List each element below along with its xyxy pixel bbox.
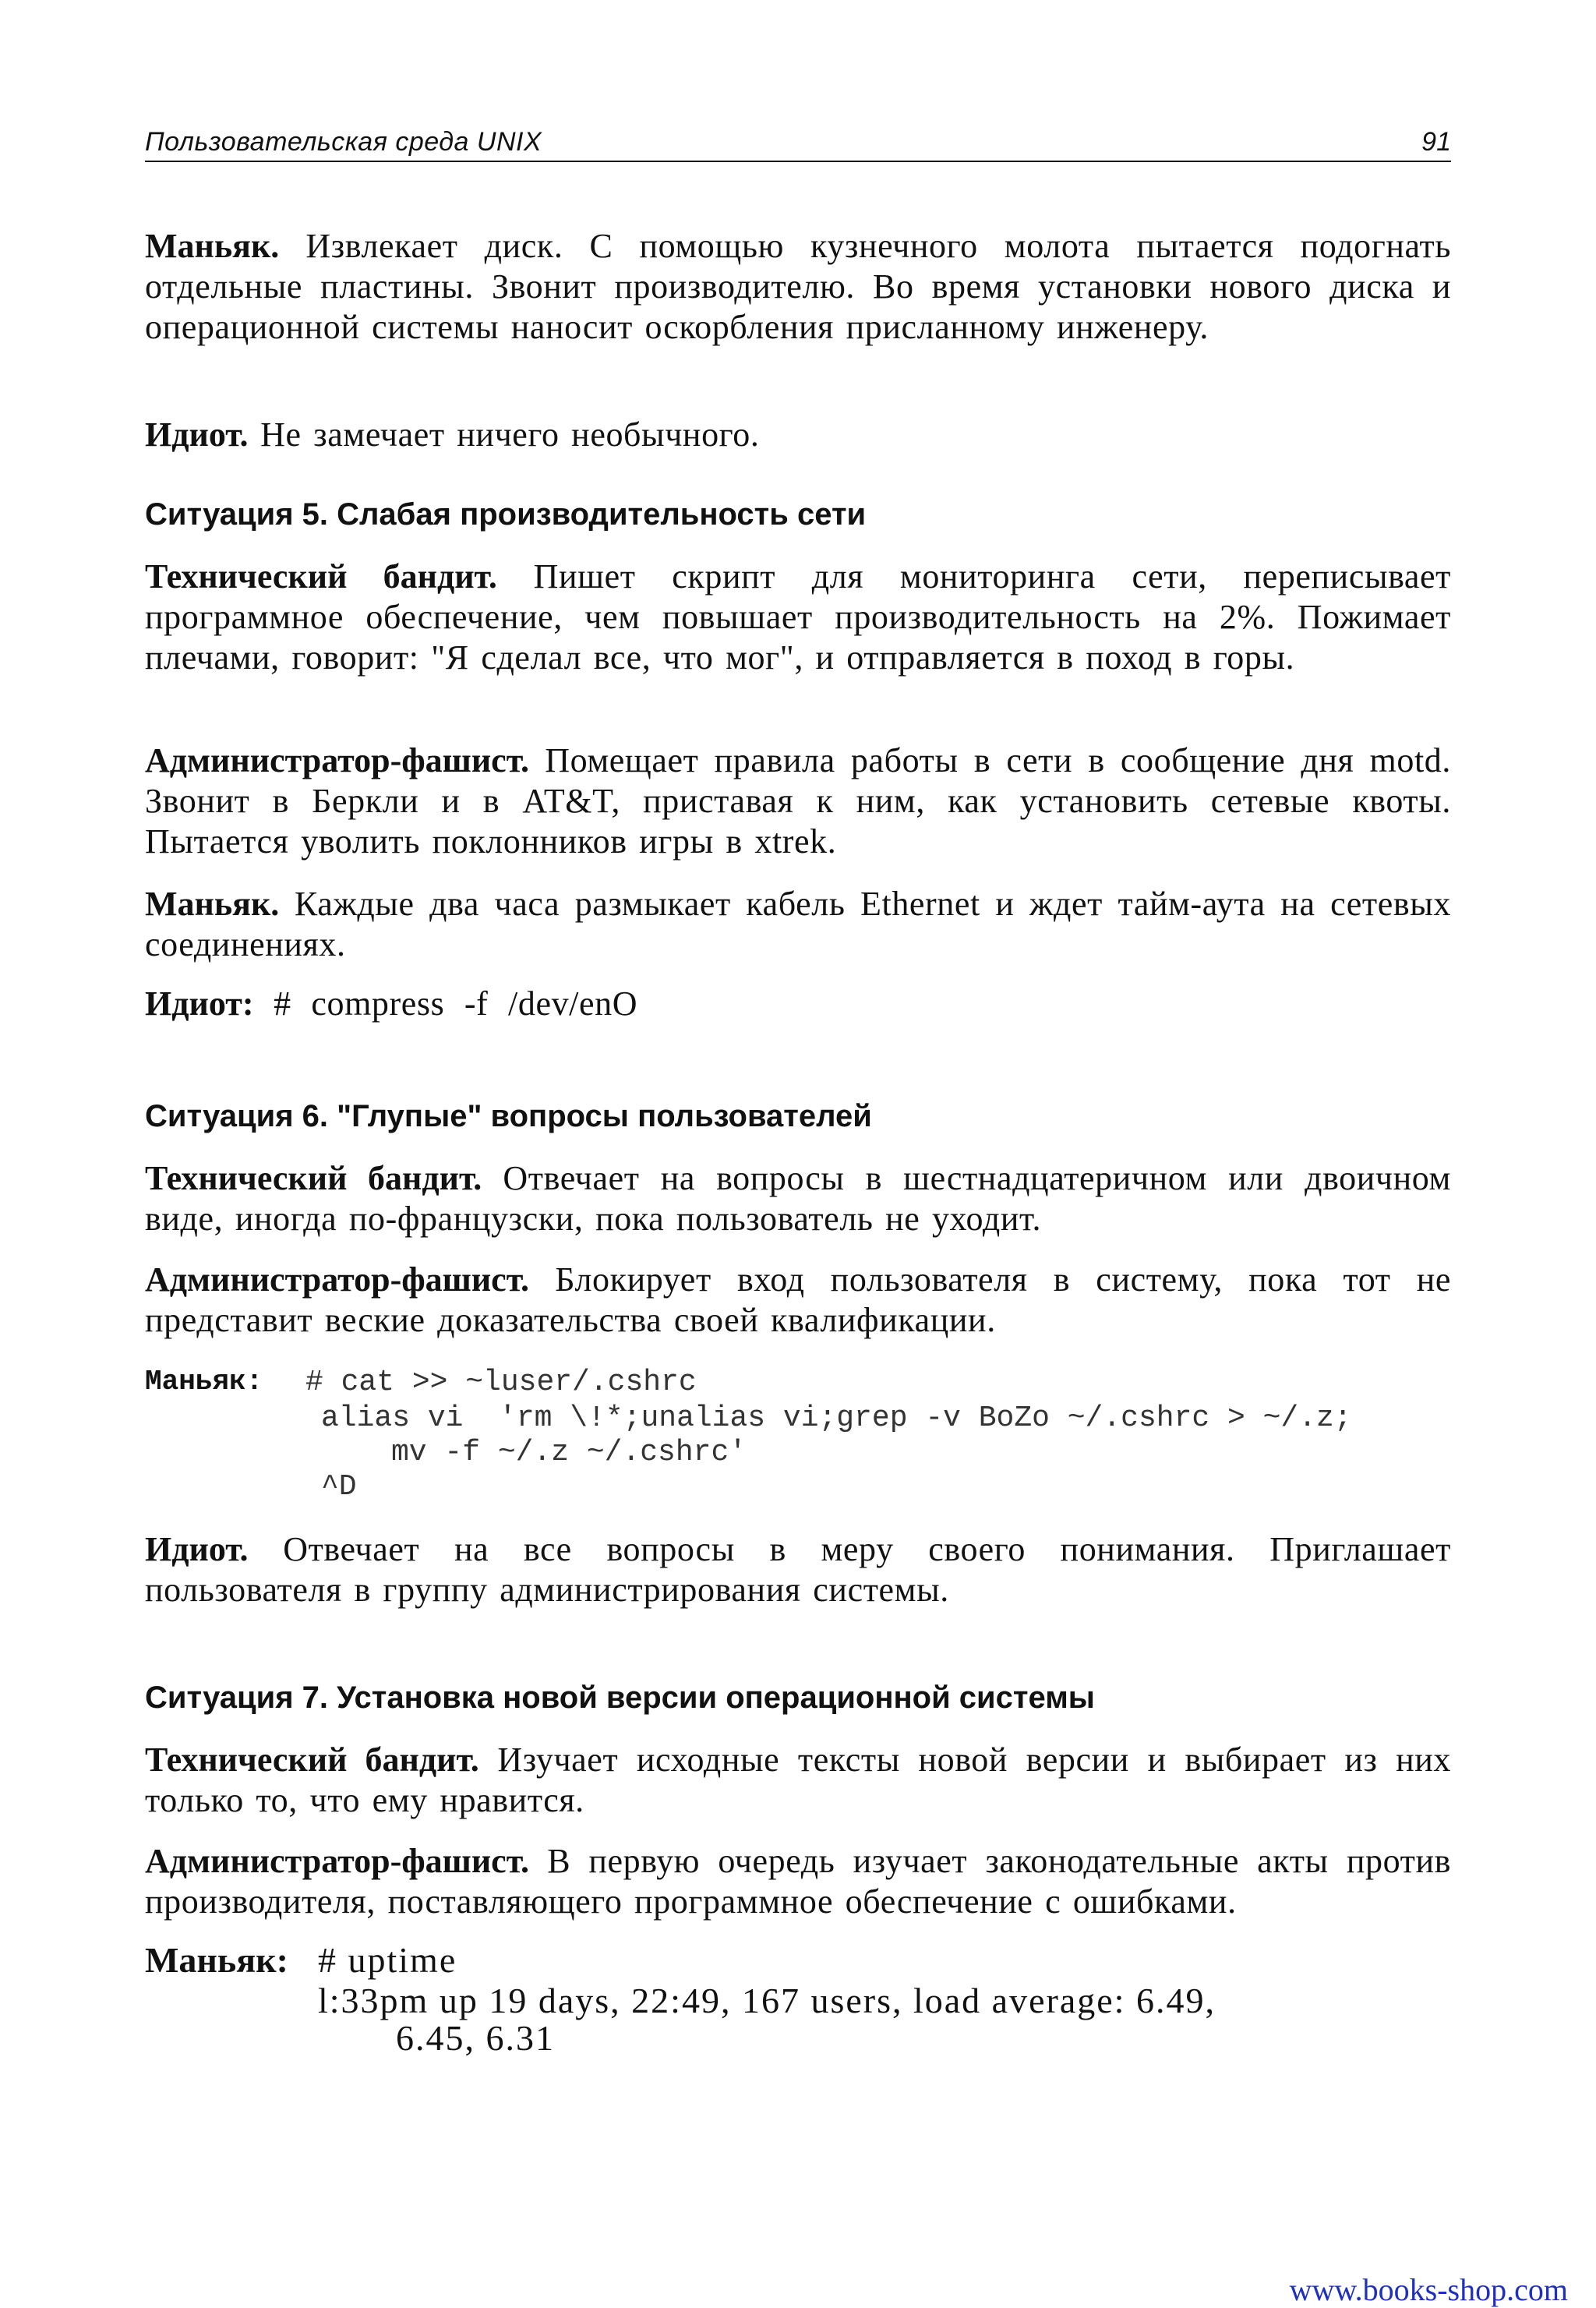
role-label: Администратор-фашист. [145,741,530,779]
paragraph-text: Извлекает диск. С помощью кузнечного молота пытается подогнать отдельные пластины. Звонит производителю. Во время установки нового диска и операционной системы наносит оскорбления присланному инженеру. [145,227,1451,346]
section-heading-6: Ситуация 6. "Глупые" вопросы пользователей [145,1099,872,1133]
section-heading-7: Ситуация 7. Установка новой версии операционной системы [145,1681,1095,1715]
paragraph-techbandit-net [145,557,1451,678]
paragraph-idiot-1 [145,415,1451,455]
role-label: Администратор-фашист. [145,1842,530,1880]
role-label: Идиот: [145,984,254,1023]
code-line: alias vi 'rm \!*;unalias vi;grep -v BoZo ~/.cshrc > ~/.z; [321,1401,1352,1435]
role-label: Идиот. [145,1530,249,1568]
code-line: l:33pm up 19 days, 22:49, 167 users, load average: 6.49, [318,1981,1216,2020]
paragraph-fascist-os [145,1841,1451,1922]
role-label: Маньяк. [145,227,280,265]
running-header [145,122,1451,162]
role-label: Маньяк: [145,1940,288,1980]
paragraph-text: Помещает правила работы в сети в сообщение дня motd. Звонит в Беркли и в AT&T, приставая к ним, как установить сетевые квоты. Пытается уволить поклонников игры в xtrek. [145,741,1451,861]
paragraph-text: Пишет скрипт для мониторинга сети, переписывает программное обеспечение, чем повышает производительность на 2%. Пожимает плечами, говорит: "Я сделал все, что мог", и отправляется в поход в горы. [145,557,1452,677]
paragraph-text: Блокирует вход пользователя в систему, пока тот не представит веские доказательства своей квалификации. [145,1260,1451,1339]
code-block-uptime [145,1939,1451,2064]
paragraph-techbandit-os [145,1740,1451,1821]
command-text: # compress -f /dev/enO [274,984,638,1023]
role-label: Администратор-фашист. [145,1260,530,1299]
paragraph-text: Отвечает на вопросы в шестнадцатеричном или двоичном виде, иногда по-французски, пока пользователь не уходит. [145,1159,1451,1238]
paragraph-idiot-questions [145,1529,1451,1610]
role-label: Маньяк: [145,1366,263,1398]
paragraph-techbandit-questions [145,1158,1451,1239]
paragraph-maniac-net [145,884,1451,965]
paragraph-fascist-net [145,740,1451,862]
code-line: ^D [321,1470,357,1504]
paragraph-text: Изучает исходные тексты новой версии и выбирает из них только то, что ему нравится. [145,1741,1451,1819]
code-line: # uptime [318,1940,457,1980]
paragraph-text: Каждые два часа размыкает кабель Ethernet и ждет тайм-аута на сетевых соединениях. [145,885,1451,963]
role-label: Маньяк. [145,885,280,923]
paragraph-text: Не замечает ничего необычного. [260,415,760,454]
role-label: Технический бандит. [145,1741,479,1779]
code-block-cshrc [145,1366,1451,1514]
code-line: # cat >> ~luser/.cshrc [305,1366,697,1399]
code-line: mv -f ~/.z ~/.cshrc' [391,1436,747,1469]
paragraph-fascist-questions [145,1260,1451,1341]
code-line: 6.45, 6.31 [396,2018,555,2058]
paragraph-maniac-disk [145,226,1451,348]
role-label: Идиот. [145,415,249,454]
role-label: Технический бандит. [145,1159,482,1197]
paragraph-text: Отвечает на все вопросы в меру своего понимания. Приглашает пользователя в группу администрирования системы. [145,1530,1452,1609]
section-heading-5: Ситуация 5. Слабая производительность сети [145,497,867,532]
paragraph-idiot-net [145,984,1451,1024]
running-header-title: Пользовательская среда UNIX [145,127,542,157]
paragraph-text: В первую очередь изучает законодательные акты против производителя, поставляющего программное обеспечение с ошибками. [145,1842,1451,1921]
footer-link[interactable]: www.books-shop.com [1289,2272,1568,2307]
role-label: Технический бандит. [145,557,497,596]
page-number: 91 [1421,127,1451,157]
